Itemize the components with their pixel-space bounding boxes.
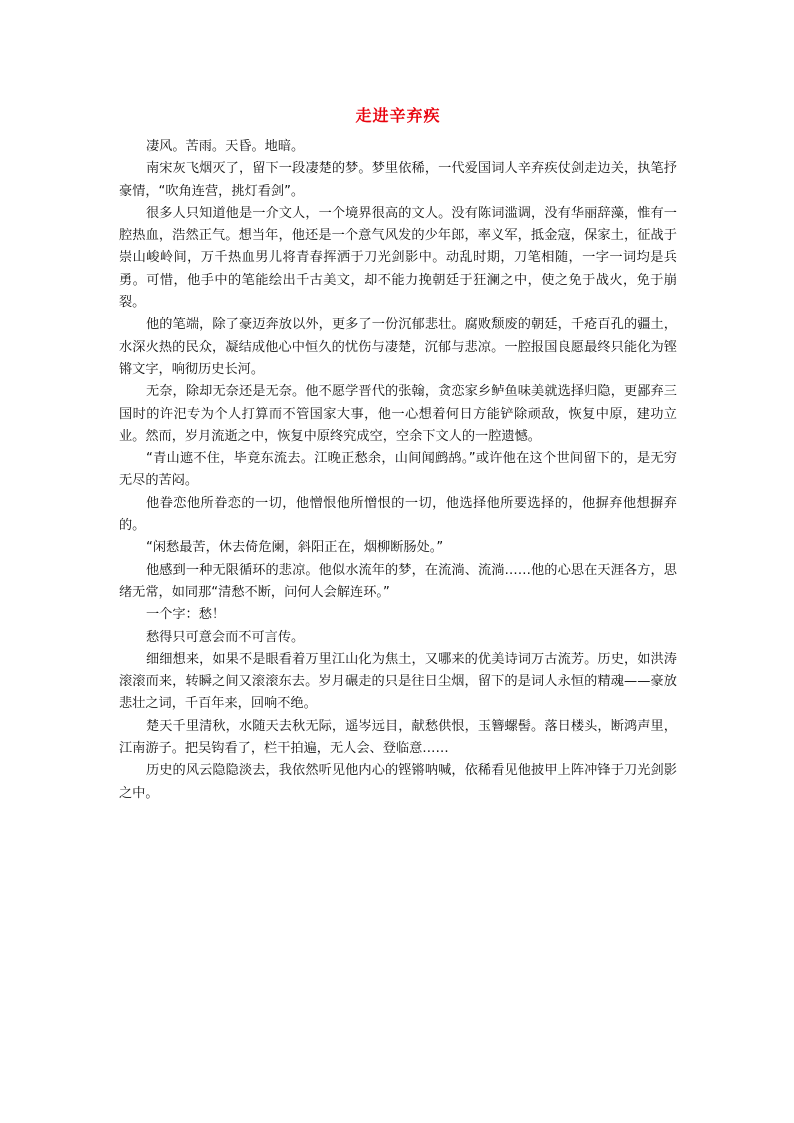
paragraph: 楚天千里清秋，水随天去秋无际，遥岑远目，献愁供恨，玉簪螺髻。落日楼头，断鸿声里，江南游子。把吴钩看了，栏干拍遍，无人会、登临意…… bbox=[119, 718, 677, 757]
paragraph: 无奈，除却无奈还是无奈。他不愿学晋代的张翰，贪恋家乡鲈鱼味美就选择归隐，更鄙弃三国时的许汜专为个人打算而不管国家大事，他一心想着何日方能铲除顽敌，恢复中原，建功立业。然而，岁月流逝之中，恢复中原终究成空，空余下文人的一腔遗憾。 bbox=[119, 384, 677, 444]
paragraph: 细细想来，如果不是眼看着万里江山化为焦土，又哪来的优美诗词万古流芳。历史，如洪涛滚滚而来，转瞬之间又滚滚东去。岁月碾走的只是往日尘烟，留下的是词人永恒的精魂——豪放悲壮之词，千百年来，回响不绝。 bbox=[119, 651, 677, 712]
paragraph: 他感到一种无限循环的悲凉。他似水流年的梦，在流淌、流淌……他的心思在天涯各方，思绪无常，如同那“清愁不断，问何人会解连环。” bbox=[119, 562, 677, 600]
document-title: 走进辛弃疾 bbox=[355, 106, 441, 125]
paragraph: 历史的风云隐隐淡去，我依然听见他内心的铿锵呐喊，依稀看见他披甲上阵冲锋于刀光剑影之中。 bbox=[119, 763, 677, 801]
paragraph: 南宋灰飞烟灭了，留下一段凄楚的梦。梦里依稀，一代爱国词人辛弃疾仗剑走边关，执笔抒豪情，“吹角连营，挑灯看剑”。 bbox=[119, 161, 677, 199]
document-page bbox=[119, 100, 677, 805]
paragraph: 很多人只知道他是一介文人，一个境界很高的文人。没有陈词滥调，没有华丽辞藻，惟有一腔热血，浩然正气。想当年，他还是一个意气风发的少年郎，率义军，抵金寇，保家土，征战于崇山峻岭间，万千热血男儿将青春挥洒于刀光剑影中。动乱时期，刀笔相随，一字一词均是兵勇。可惜，他手中的笔能绘出千古美文，却不能力挽朝廷于狂澜之中，使之免于战火，免于崩裂。 bbox=[119, 205, 677, 311]
paragraph: 他眷恋他所眷恋的一切，他憎恨他所憎恨的一切，他选择他所要选择的，他摒弃他想摒弃的。 bbox=[119, 495, 677, 534]
paragraph: 凄风。苦雨。天昏。地暗。 bbox=[146, 139, 305, 154]
paragraph: “闲愁最苦，休去倚危阑，斜阳正在，烟柳断肠处。” bbox=[146, 540, 444, 556]
paragraph: “青山遮不住，毕竟东流去。江晚正愁余，山间闻鹧鸪。”或许他在这个世间留下的，是无穷无尽的苦闷。 bbox=[119, 451, 677, 489]
paragraph: 愁得只可意会而不可言传。 bbox=[146, 629, 305, 645]
document-body bbox=[119, 136, 677, 805]
paragraph: 他的笔端，除了豪迈奔放以外，更多了一份沉郁悲壮。腐败颓废的朝廷，千疮百孔的疆土，水深火热的民众，凝结成他心中恒久的忧伤与凄楚，沉郁与悲凉。一腔报国良愿最终只能化为铿锵文字，响彻历史长河。 bbox=[119, 317, 677, 377]
paragraph: 一个字：愁！ bbox=[146, 607, 226, 623]
